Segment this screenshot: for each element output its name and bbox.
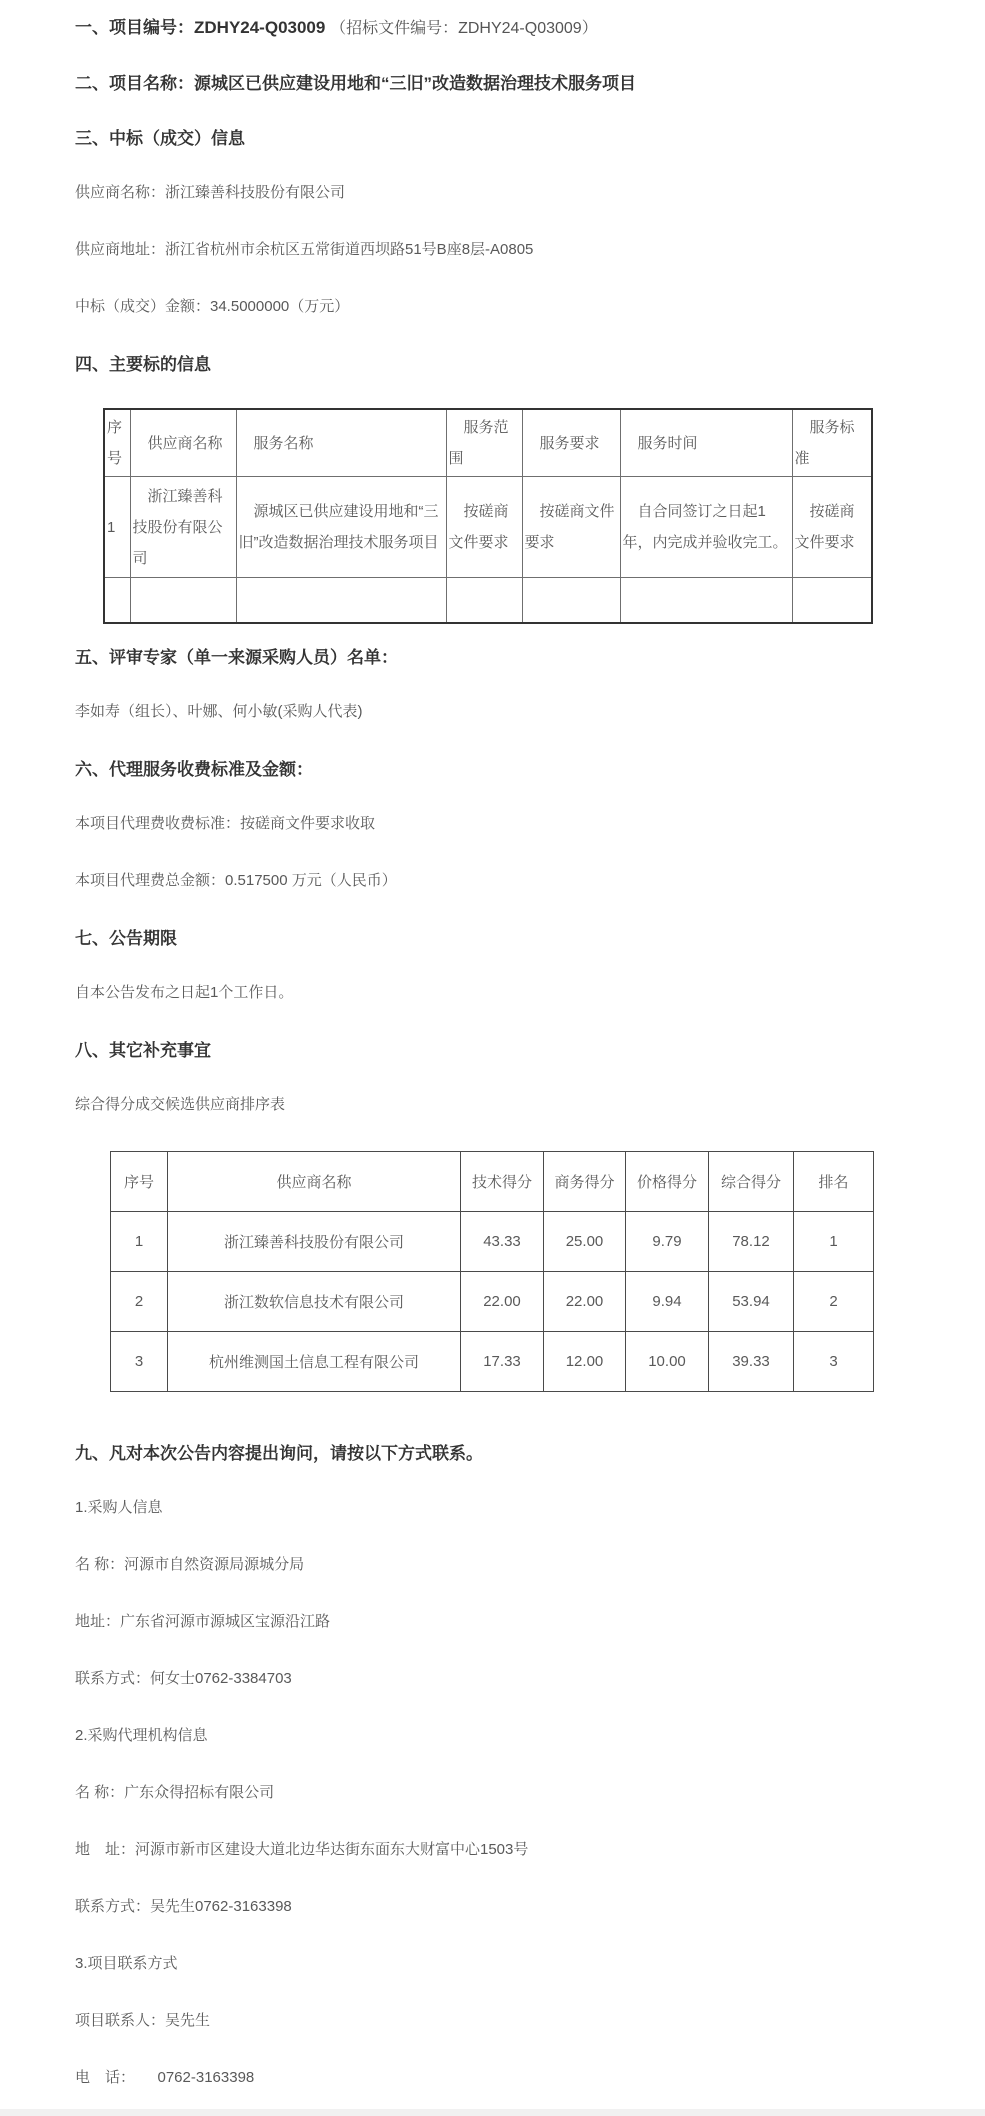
tender-file-number: （招标文件编号：ZDHY24-Q03009） — [330, 20, 598, 37]
header-cell-service-name: 服务名称 — [236, 409, 446, 477]
header-cell-service-time: 服务时间 — [620, 409, 792, 477]
experts-list: 李如寿（组长）、叶娜、何小敏(采购人代表) — [75, 703, 363, 720]
agency-fee-heading: 六、代理服务收费标准及金额： — [75, 760, 313, 779]
cell-seq: 1 — [111, 1212, 168, 1272]
header-cell-supplier: 供应商名称 — [168, 1152, 461, 1212]
header-cell-supplier: 供应商名称 — [130, 409, 236, 477]
agency-name: 名 称：广东众得招标有限公司 — [75, 1784, 275, 1801]
score-table-header-row — [111, 1152, 874, 1212]
header-cell-seq: 序号 — [111, 1152, 168, 1212]
score-ranking-table — [110, 1151, 874, 1392]
agency-contact: 联系方式：吴先生0762-3163398 — [75, 1898, 292, 1915]
agency-fee-standard: 本项目代理费收费标准：按磋商文件要求收取 — [75, 815, 376, 832]
cell-price-score: 9.79 — [626, 1212, 709, 1272]
project-contact-phone: 电 话： 0762-3163398 — [75, 2069, 255, 2086]
announcement-period-heading: 七、公告期限 — [75, 929, 177, 948]
agency-info-heading: 2.采购代理机构信息 — [75, 1727, 208, 1744]
header-cell-total-score: 综合得分 — [709, 1152, 794, 1212]
award-amount-line: 中标（成交）金额：34.5000000（万元） — [75, 298, 350, 315]
agency-fee-total: 本项目代理费总金额：0.517500 万元（人民币） — [75, 872, 397, 889]
purchaser-address: 地址：广东省河源市源城区宝源沿江路 — [75, 1613, 331, 1630]
cell-seq: 2 — [111, 1272, 168, 1332]
cell-service-requirement: 按磋商文件要求 — [522, 477, 620, 578]
cell-seq: 3 — [111, 1332, 168, 1392]
supplier-address-line: 供应商地址：浙江省杭州市余杭区五常街道西坝路51号B座8层-A0805 — [75, 241, 534, 258]
cell-supplier: 杭州维测国土信息工程有限公司 — [168, 1332, 461, 1392]
cell-total-score: 39.33 — [709, 1332, 794, 1392]
cell-service-scope: 按磋商文件要求 — [446, 477, 522, 578]
header-cell-service-standard: 服务标准 — [792, 409, 872, 477]
main-subject-heading: 四、主要标的信息 — [75, 355, 211, 374]
project-name-heading: 二、项目名称：源城区已供应建设用地和“三旧”改造数据治理技术服务项目 — [75, 74, 636, 93]
experts-heading: 五、评审专家（单一来源采购人员）名单： — [75, 648, 398, 667]
cell-seq: 1 — [104, 477, 130, 578]
purchaser-info-heading: 1.采购人信息 — [75, 1499, 163, 1516]
header-cell-service-scope: 服务范围 — [446, 409, 522, 477]
main-subject-table-empty-row — [104, 578, 872, 624]
main-subject-table-row — [104, 477, 872, 578]
project-number-heading — [75, 16, 945, 40]
cell-supplier: 浙江臻善科技股份有限公司 — [130, 477, 236, 578]
cell-supplier: 浙江数软信息技术有限公司 — [168, 1272, 461, 1332]
cell-rank: 3 — [794, 1332, 874, 1392]
score-table-row — [111, 1212, 874, 1272]
project-contact-person: 项目联系人：吴先生 — [75, 2012, 211, 2029]
cell-rank: 1 — [794, 1212, 874, 1272]
project-contact-heading: 3.项目联系方式 — [75, 1955, 178, 1972]
cell-business-score: 25.00 — [544, 1212, 626, 1272]
cell-service-standard: 按磋商文件要求 — [792, 477, 872, 578]
project-number-bold: 一、项目编号：ZDHY24-Q03009 — [75, 18, 326, 37]
cell-total-score: 53.94 — [709, 1272, 794, 1332]
cell-price-score: 9.94 — [626, 1272, 709, 1332]
header-cell-price-score: 价格得分 — [626, 1152, 709, 1212]
cell-tech-score: 22.00 — [461, 1272, 544, 1332]
header-cell-rank: 排名 — [794, 1152, 874, 1212]
main-subject-table-header-row — [104, 409, 872, 477]
purchaser-name: 名 称：河源市自然资源局源城分局 — [75, 1556, 305, 1573]
header-cell-service-requirement: 服务要求 — [522, 409, 620, 477]
cell-business-score: 22.00 — [544, 1272, 626, 1332]
cell-rank: 2 — [794, 1272, 874, 1332]
score-table-row — [111, 1272, 874, 1332]
cell-total-score: 78.12 — [709, 1212, 794, 1272]
cell-service-time: 自合同签订之日起1年，内完成并验收完工。 — [620, 477, 792, 578]
header-cell-business-score: 商务得分 — [544, 1152, 626, 1212]
announcement-period-body: 自本公告发布之日起1个工作日。 — [75, 984, 294, 1001]
supplier-name-line: 供应商名称：浙江臻善科技股份有限公司 — [75, 184, 346, 201]
cell-tech-score: 17.33 — [461, 1332, 544, 1392]
header-cell-seq: 序号 — [104, 409, 130, 477]
contact-section-heading: 九、凡对本次公告内容提出询问，请按以下方式联系。 — [75, 1444, 483, 1463]
cell-business-score: 12.00 — [544, 1332, 626, 1392]
cell-service-name: 源城区已供应建设用地和“三旧”改造数据治理技术服务项目 — [236, 477, 446, 578]
purchaser-contact: 联系方式：何女士0762-3384703 — [75, 1670, 292, 1687]
cell-price-score: 10.00 — [626, 1332, 709, 1392]
cell-tech-score: 43.33 — [461, 1212, 544, 1272]
supplementary-heading: 八、其它补充事宜 — [75, 1041, 211, 1060]
header-cell-tech-score: 技术得分 — [461, 1152, 544, 1212]
page-bottom-divider — [0, 2109, 985, 2116]
award-info-heading: 三、中标（成交）信息 — [75, 129, 245, 148]
score-table-row — [111, 1332, 874, 1392]
cell-supplier: 浙江臻善科技股份有限公司 — [168, 1212, 461, 1272]
main-subject-table — [103, 408, 873, 624]
agency-address: 地 址：河源市新市区建设大道北边华达街东面东大财富中心1503号 — [75, 1841, 529, 1858]
ranking-table-caption: 综合得分成交候选供应商排序表 — [75, 1096, 286, 1113]
